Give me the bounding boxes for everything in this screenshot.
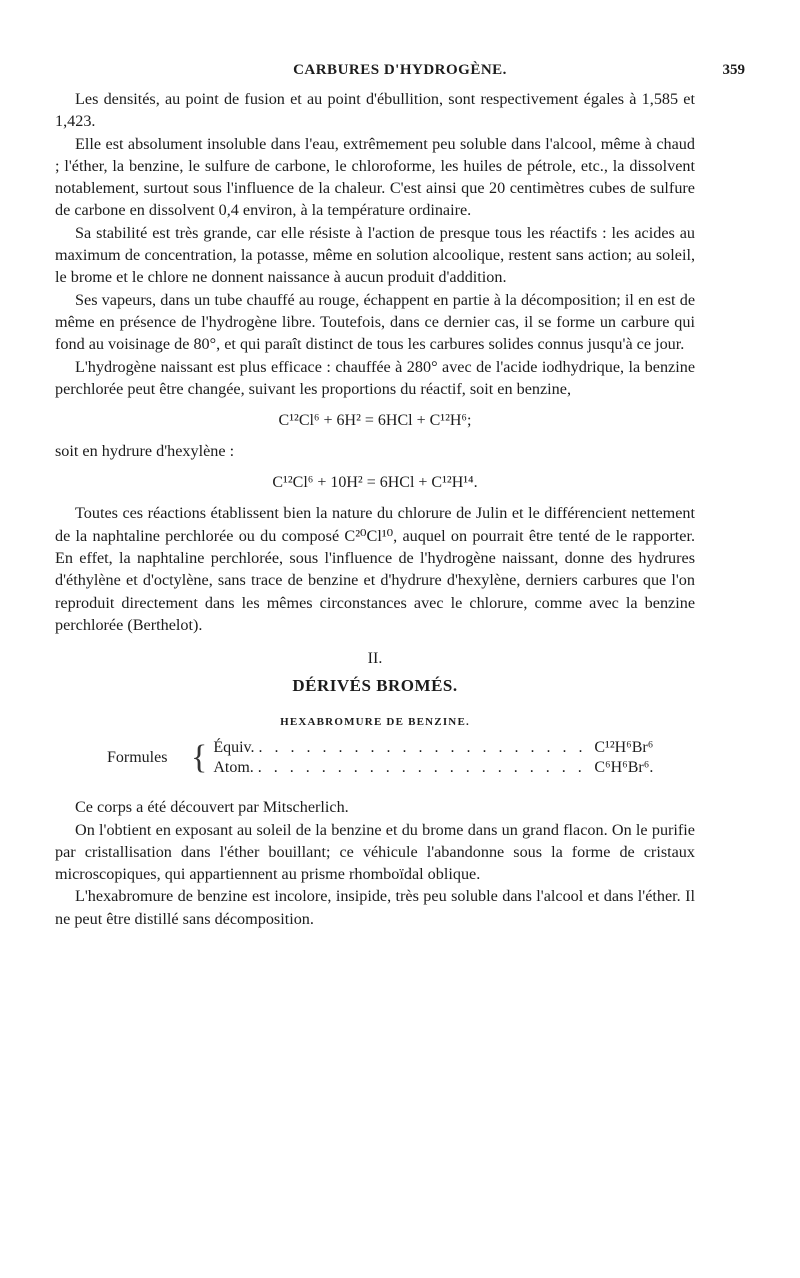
paragraph: Toutes ces réactions établissent bien la nature du chlorure de Julin et le différencient nettement de la naphtaline perchlorée ou du composé C²⁰Cl¹⁰, auquel on pourrait être tenté de le rapporter. En effet, la naphtaline perchlorée, sous l'influence de l'hydrogène naissant, donne des hydrures d'éthylène et d'octylène, sans trace de benzine et d'hydrure d'hexylène, derniers carbures que l'on reproduit directement dans les mêmes circonstances avec le chlorure, comme avec la benzine perchlorée (Berthelot). [55, 504, 695, 634]
paragraph: Sa stabilité est très grande, car elle résiste à l'action de presque tous les réactifs : les acides au maximum de concentration, la potasse, même en solution alcoolique, restent sans action; au soleil, le brome et le chlore ne donnent naissance à aucun produit d'addition. [55, 223, 695, 287]
formulas-block [107, 738, 695, 778]
leader-dots [254, 758, 591, 778]
paragraph: soit en hydrure d'hexylène : [55, 442, 235, 461]
paragraph: Ses vapeurs, dans un tube chauffé au rouge, échappent en partie à la décomposition; il en est de même en présence de l'hydrogène libre. Toutefois, dans ce dernier cas, il se forme un carbure qui fond au voisinage de 80°, et qui paraît distinct de tous les carbures solides connus jusqu'à ce jour. [55, 290, 695, 354]
formula-equiv-label: Équiv. [213, 739, 255, 757]
page-header [55, 62, 745, 84]
paragraph: On l'obtient en exposant au soleil de la benzine et du brome dans un grand flacon. On le purifie par cristallisation dans l'éther bouillant; ce véhicule l'abandonne sous la forme de cristaux microscopiques, qui appartiennent au prisme rhomboïdal oblique. [55, 820, 695, 884]
formula-equiv-value: C¹²H⁶Br⁶ [594, 739, 654, 757]
formula-rows [213, 738, 653, 778]
chemical-equation: C¹²Cl⁶ + 6H² = 6HCl + C¹²H⁶; [278, 412, 472, 430]
formula-row-equiv [213, 738, 653, 758]
chemical-equation: C¹²Cl⁶ + 10H² = 6HCl + C¹²H¹⁴. [272, 474, 478, 492]
compound-heading: HEXABROMURE DE BENZINE. [280, 716, 470, 729]
paragraph: Elle est absolument insoluble dans l'eau, extrêmement peu soluble dans l'alcool, même à chaud ; l'éther, la benzine, le sulfure de carbone, le chloroforme, les huiles de pétrole, etc., la dissolvent notablement, surtout sous l'influence de la chaleur. C'est ainsi que 20 centimètres cubes de sulfure de carbone en dissolvent 0,4 environ, à la température ordinaire. [55, 134, 695, 220]
formulas-label: Formules [107, 749, 168, 767]
page-body [55, 88, 695, 930]
running-title: CARBURES D'HYDROGÈNE. [293, 62, 507, 78]
leader-dots [255, 738, 591, 758]
formula-atom-label: Atom. [213, 759, 254, 777]
formula-atom-value: C⁶H⁶Br⁶. [594, 759, 654, 777]
paragraph: Les densités, au point de fusion et au point d'ébullition, sont respectivement égales à 1,585 et 1,423. [55, 90, 695, 131]
paragraph: L'hydrogène naissant est plus efficace : chauffée à 280° avec de l'acide iodhydrique, la benzine perchlorée peut être changée, suivant les proportions du réactif, soit en benzine, [55, 357, 695, 398]
section-number: II. [367, 650, 383, 668]
paragraph: Ce corps a été découvert par Mitscherlich. [75, 798, 349, 817]
section-title: DÉRIVÉS BROMÉS. [292, 676, 458, 696]
paragraph: L'hexabromure de benzine est incolore, insipide, très peu soluble dans l'alcool et dans l'éther. Il ne peut être distillé sans décomposition. [55, 887, 695, 928]
page-number: 359 [722, 62, 745, 78]
formula-row-atom [213, 758, 653, 778]
brace-icon: { [191, 739, 208, 777]
